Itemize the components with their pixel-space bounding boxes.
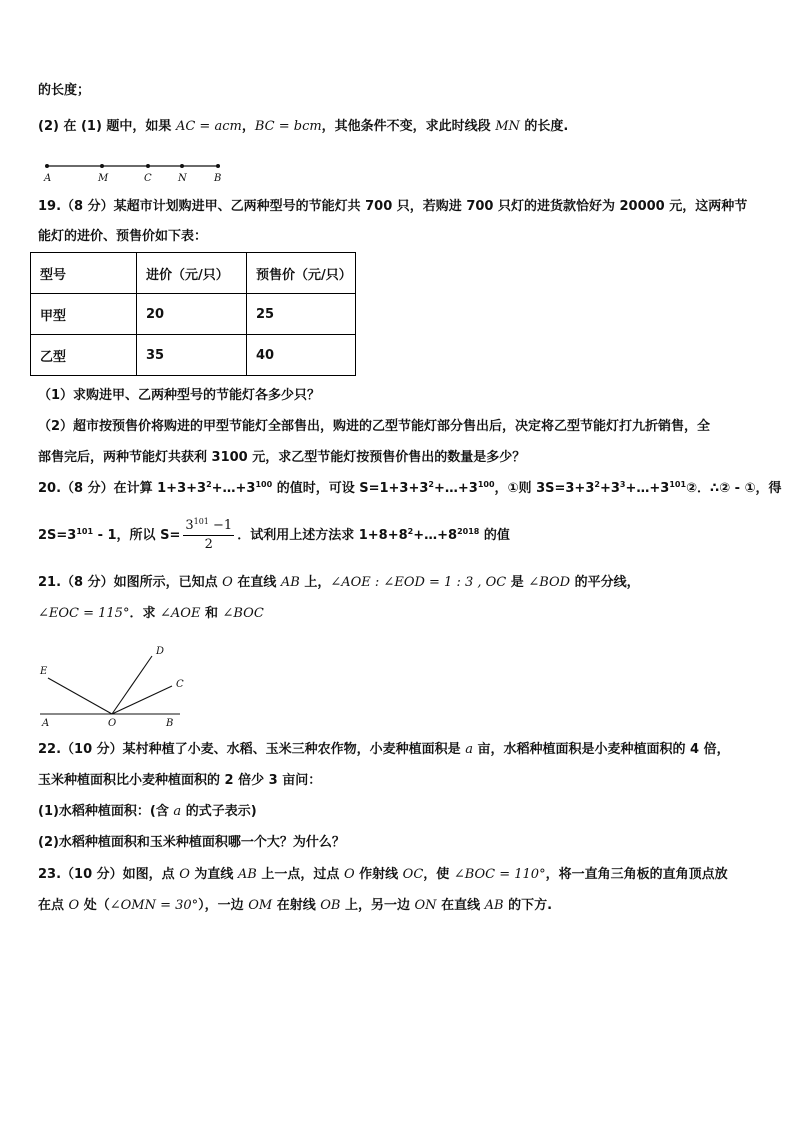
question-20-line-1 <box>38 480 782 498</box>
exponent: 2018 <box>457 527 480 536</box>
table-row <box>31 335 356 376</box>
point-o-symbol: O <box>222 575 233 590</box>
exponent: 2 <box>407 527 414 536</box>
q20-text: 的值 <box>479 528 510 543</box>
q22-text: 亩，水稻种植面积是小麦种植面积的 4 倍， <box>472 742 730 757</box>
bc-expression: BC = bcm <box>254 119 322 134</box>
q22-text: 的式子表示) <box>181 804 257 819</box>
question-20-line-2 <box>38 516 510 556</box>
exponent: 100 <box>477 480 495 489</box>
fraction <box>183 517 234 554</box>
segment-diagram <box>38 158 238 184</box>
header-cost: 进价（元/只） <box>137 253 247 294</box>
question-22-sub-2: (2)水稻种植面积和玉米种植面积哪一个大？为什么？ <box>38 835 345 850</box>
angle-diagram <box>36 642 186 728</box>
variable-a: a <box>173 804 182 819</box>
q21-text: 和 <box>200 606 223 621</box>
q18-part2-end: 的长度. <box>519 119 569 134</box>
question-19-line-1: 19.（8 分）某超市计划购进甲、乙两种型号的节能灯共 700 只，若购进 700 只灯的进货款恰好为 20000 元，这两种节 <box>38 199 748 214</box>
ray-oc-symbol: OC <box>402 867 424 882</box>
line-length-end: 的长度； <box>38 83 91 98</box>
q23-text: ，使 <box>423 867 454 882</box>
cell-presale: 40 <box>247 335 356 376</box>
q20-text: 的值时，可设 S=1+3+3 <box>272 481 429 496</box>
ray-od <box>112 656 152 714</box>
segment-om-symbol: OM <box>248 898 273 913</box>
fraction-denominator: 2 <box>204 537 213 552</box>
q21-text: 在直线 <box>232 575 281 590</box>
label-a: A <box>44 173 52 184</box>
cell-presale: 25 <box>247 294 356 335</box>
ac-expression: AC = acm <box>175 119 242 134</box>
exponent: 101 <box>669 480 687 489</box>
q18-part2-prefix: (2) 在 (1) 题中，如果 <box>38 119 176 134</box>
question-19-sub-2-line-1: （2）超市按预售价将购进的甲型节能灯全部售出，购进的乙型节能灯部分售出后，决定将乙型节能灯打九折销售，全 <box>38 419 711 434</box>
cell-model: 乙型 <box>31 335 137 376</box>
exponent: 2 <box>428 480 434 489</box>
header-presale: 预售价（元/只） <box>247 253 356 294</box>
q23-text: 23.（10 分）如图，点 <box>38 867 180 882</box>
exponent: 101 <box>76 527 94 536</box>
question-18-part-2 <box>38 118 568 136</box>
label-d: D <box>156 646 165 657</box>
label-c: C <box>176 679 184 690</box>
angle-aoe-symbol: ∠AOE <box>160 606 201 621</box>
question-22-line-1 <box>38 741 730 759</box>
point-c <box>146 164 150 168</box>
angle-boc-symbol: ∠BOC <box>222 606 264 621</box>
table-header-row <box>31 253 356 294</box>
header-model: 型号 <box>31 253 137 294</box>
ray-oe <box>48 678 112 714</box>
angle-ratio-expression: ∠AOE : ∠EOD = 1 : 3 , OC <box>330 575 507 590</box>
q23-text: 作射线 <box>354 867 403 882</box>
q18-separator: ， <box>241 119 255 134</box>
q18-part2-suffix: ，其他条件不变，求此时线段 <box>321 119 496 134</box>
point-n <box>180 164 184 168</box>
cell-cost: 20 <box>137 294 247 335</box>
q21-text: ．求 <box>129 606 160 621</box>
cell-model: 甲型 <box>31 294 137 335</box>
q22-text: (1)水稻种植面积：(含 <box>38 804 174 819</box>
exponent: 100 <box>255 480 273 489</box>
q23-text: 在直线 <box>436 898 485 913</box>
label-b: B <box>214 173 222 184</box>
q20-text: 20.（8 分）在计算 1+3+3 <box>38 481 207 496</box>
table-row <box>31 294 356 335</box>
label-e: E <box>40 666 48 677</box>
q20-text: - 1，所以 S= <box>93 528 181 543</box>
q21-text: 的平分线， <box>570 575 640 590</box>
q20-text: +…+3 <box>211 481 256 496</box>
question-23-line-1 <box>38 866 728 884</box>
q23-text: ），一边 <box>198 898 249 913</box>
question-19-sub-2-line-2: 部售完后，两种节能灯共获利 3100 元，求乙型节能灯按预售价售出的数量是多少？ <box>38 450 526 465</box>
mn-symbol: MN <box>495 119 520 134</box>
q22-text: 22.（10 分）某村种植了小麦、水稻、玉米三种农作物，小麦种植面积是 <box>38 742 466 757</box>
angle-boc-expression: ∠BOC = 110° <box>453 867 546 882</box>
exponent: 2 <box>594 480 600 489</box>
line-ab-symbol: AB <box>237 867 257 882</box>
q23-text: 处（ <box>79 898 110 913</box>
q20-text: ，①则 3S=3+3 <box>494 481 595 496</box>
question-22-line-2: 玉米种植面积比小麦种植面积的 2 倍少 3 亩问： <box>38 773 322 788</box>
point-a <box>45 164 49 168</box>
q23-text: 上，另一边 <box>340 898 415 913</box>
point-m <box>100 164 104 168</box>
exponent: 3 <box>619 480 626 489</box>
ray-ob-symbol: OB <box>320 898 341 913</box>
fraction-numerator: $3^{101} -1$ <box>183 517 234 536</box>
q20-text: ．试利用上述方法求 1+8+8 <box>237 528 408 543</box>
line-ab-symbol: AB <box>280 575 300 590</box>
point-o-symbol: O <box>68 898 80 913</box>
angle-omn-expression: ∠OMN = 30° <box>109 898 199 913</box>
line-ab-symbol: AB <box>484 898 504 913</box>
q20-text: 2S=3 <box>38 528 77 543</box>
q20-text: +3 <box>599 481 620 496</box>
label-n: N <box>178 173 187 184</box>
q23-text: 的下方. <box>503 898 553 913</box>
question-21-line-1 <box>38 574 640 592</box>
q21-text: 21.（8 分）如图所示，已知点 <box>38 575 223 590</box>
question-19-sub-1: （1）求购进甲、乙两种型号的节能灯各多少只？ <box>38 388 321 403</box>
segment-on-symbol: ON <box>414 898 437 913</box>
label-a: A <box>42 718 50 728</box>
label-c: C <box>144 173 152 184</box>
q21-text: 上， <box>299 575 331 590</box>
label-b: B <box>166 718 174 728</box>
label-m: M <box>98 173 109 184</box>
q20-text: +…+8 <box>413 528 458 543</box>
exponent: 2 <box>206 480 212 489</box>
q23-text: 上一点，过点 <box>256 867 344 882</box>
q21-text: 是 <box>506 575 529 590</box>
q20-text: +…+3 <box>625 481 670 496</box>
point-o-symbol: O <box>343 867 355 882</box>
q23-text: 在点 <box>38 898 69 913</box>
angle-eoc-expression: ∠EOC = 115° <box>38 606 130 621</box>
q20-text: +…+3 <box>434 481 478 496</box>
q23-text: 在射线 <box>272 898 321 913</box>
q20-text: ②．∴② - ①，得 <box>686 481 782 496</box>
variable-a: a <box>465 742 473 757</box>
question-19-line-2: 能灯的进价、预售价如下表： <box>38 229 208 244</box>
question-21-line-2 <box>38 605 264 623</box>
question-23-line-2 <box>38 897 552 915</box>
point-o-symbol: O <box>179 867 190 882</box>
price-table <box>30 252 356 376</box>
cell-cost: 35 <box>137 335 247 376</box>
angle-bod-symbol: ∠BOD <box>528 575 571 590</box>
label-o: O <box>108 718 117 728</box>
q23-text: ，将一直角三角板的直角顶点放 <box>545 867 728 882</box>
point-b <box>216 164 220 168</box>
question-22-sub-1 <box>38 803 257 821</box>
exponent: 101 <box>193 517 209 526</box>
q23-text: 为直线 <box>189 867 238 882</box>
